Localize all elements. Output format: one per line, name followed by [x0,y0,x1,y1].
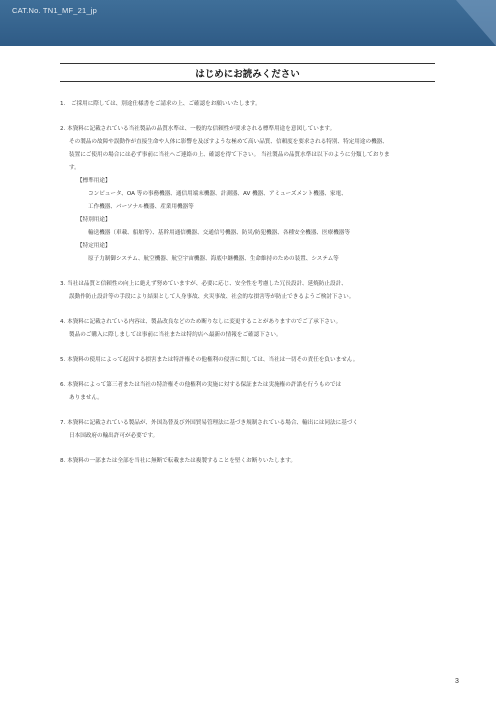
category-label-specific: 【特定用途】 [77,243,111,249]
notice-line: 7. 本資料に記載されている製品が、外国為替及び外国貿易管理法に基づき規制されている場合、輸出には同法に基づく [60,420,358,426]
category-line: コンピュータ、OA 等の事務機器、通信用端末機器、計測器、AV 機器、アミューズメント機器、家電、 [88,191,347,197]
category-label-special: 【特別用途】 [77,217,111,223]
notice-item-5 [60,354,440,367]
notice-item-3 [60,278,440,304]
notice-item-4 [60,316,440,342]
notice-line: 6. 本資料によって第三者または当社の特許権その他権利の実施に対する保証または実施権の許諾を行うものでは [60,382,342,388]
notice-line: す。 [69,165,80,171]
notice-line: 5. 本資料の使用によって起因する損害または特許権その他権利の侵害に関しては、当社は一切その責任を負いません。 [60,357,359,363]
page-title: はじめにお読みください [195,68,300,80]
notice-item-1 [60,98,440,111]
catalog-number: CAT.No. TN1_MF_21_jp [12,6,98,15]
page-number: 3 [455,678,459,685]
header-bar [0,0,496,46]
notice-line: 3. 当社は品質と信頼性の向上に絶えず努めていますが、必要に応じ、安全性を考慮した冗長設計、延焼防止設計、 [60,281,347,287]
notice-line: ありません。 [69,395,103,401]
notice-item-7 [60,417,440,443]
notice-line: 装置にご使用の場合には必ず事前に当社へご連絡の上、確認を得て下さい。 当社製品の品質水準は以下のように分類しておりま [69,152,390,158]
notice-item-8 [60,455,440,468]
category-line: 原子力制御システム、航空機器、航空宇宙機器、海底中継機器、生命維持のための装置、システム等 [88,256,339,262]
notice-line: その製品の故障や誤動作が直接生命や人体に影響を及ぼすような極めて高い品質、信頼度を要求される特別、特定用途の機器、 [69,139,388,145]
page-title-box [60,63,435,82]
notice-line: 日本国政府の輸出許可が必要です。 [69,433,159,439]
notice-line: 4. 本資料に記載されている内容は、製品改良などのため断りなしに変更することがありますのでご了承下さい。 [60,319,342,325]
notice-item-6 [60,379,440,405]
header-corner-decoration [456,0,496,46]
category-line: 輸送機器（車載、船舶等）、基幹用通信機器、交通信号機器、防災/防犯機器、各種安全機器、医療機器等 [88,230,350,236]
notice-list [60,98,440,480]
notice-line: 製品のご購入に際しましては事前に当社または特約店へ最新の情報をご確認下さい。 [69,332,282,338]
notice-line: 1. ご採用に際しては、別途仕様書をご請求の上、ご確認をお願いいたします。 [60,101,261,107]
category-label-standard: 【標準用途】 [77,178,111,184]
category-line: 工作機器、パーソナル機器、産業用機器等 [88,204,194,210]
notice-line: 8. 本資料の一部または全部を当社に無断で転載または複製することを堅くお断りいたします。 [60,458,297,464]
notice-item-2 [60,123,440,266]
notice-line: 2. 本資料に記載されている当社製品の品質水準は、一般的な信頼性が要求される標準用途を意図しています。 [60,126,336,132]
notice-line: 誤動作防止設計等の手段により結果として人身事故、火災事故、社会的な損害等が防止できるようご検討下さい。 [69,294,355,300]
